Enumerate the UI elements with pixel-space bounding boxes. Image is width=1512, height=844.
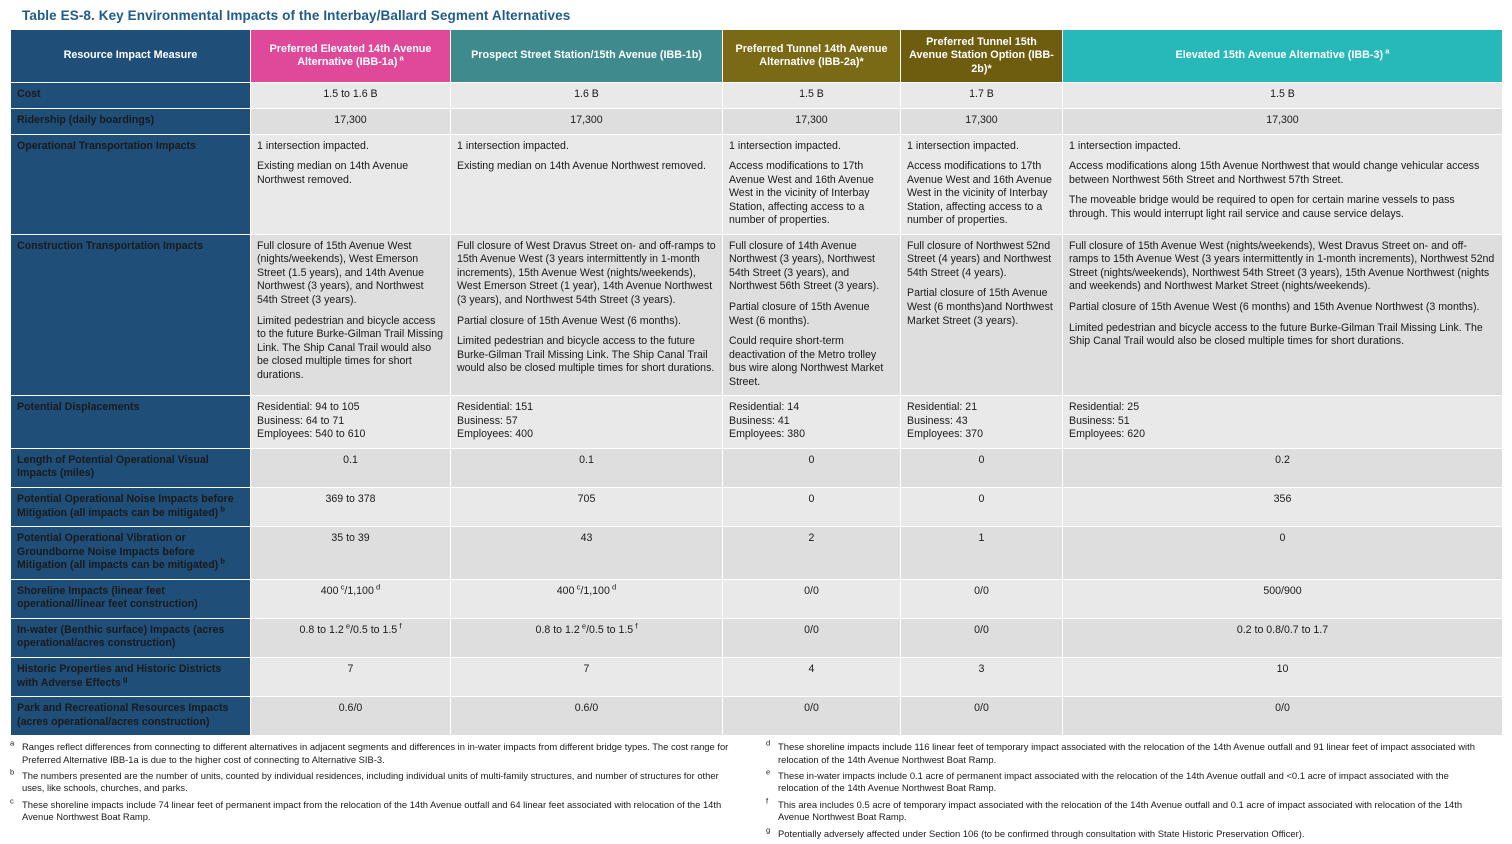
table-cell: 1 intersection impacted. Access modifications to 17th Avenue West and 16th Avenue West in the vicinity of Interbay Station, affecting access to a number of properties.: [901, 134, 1063, 234]
table-cell: 1 intersection impacted. Access modifications along 15th Avenue Northwest that would change vehicular access between Northwest 56th Street and Northwest 57th Street. The moveable bridge would be required to open for certain marine vessels to pass through. This would interrupt light rail service and cause service delays.: [1063, 134, 1503, 234]
table-cell: 35 to 39: [251, 527, 451, 580]
footnote: [10, 796, 736, 824]
table-cell: 1: [901, 527, 1063, 580]
footnotes: [10, 738, 1502, 844]
footnote-mark: e: [766, 767, 771, 777]
table-cell: 0: [1063, 527, 1503, 580]
table-cell: Full closure of West Dravus Street on- and off-ramps to 15th Avenue West (3 years intermittently in 1-month increments), 15th Avenue West (nights/weekends), West Emerson Street (1 year), 14th Avenue Northwest (3 years), and Northwest 54th Street (3 years). Partial closure of 15th Avenue West (6 months). Limited pedestrian and bicycle access to the future Burke-Gilman Trail Missing Link. The Ship Canal Trail would also be closed multiple times for short durations.: [451, 234, 723, 395]
table-cell: 0.2: [1063, 448, 1503, 487]
footnote-mark: a: [10, 738, 15, 748]
table-cell: 1.5 to 1.6 B: [251, 83, 451, 109]
table-cell: 0/0: [901, 618, 1063, 657]
table-cell: 17,300: [1063, 109, 1503, 135]
table-cell: 7: [451, 657, 723, 696]
table-cell: 0.2 to 0.8/0.7 to 1.7: [1063, 618, 1503, 657]
table-row: [11, 234, 1503, 395]
row-label: In-water (Benthic surface) Impacts (acres operational/acres construction): [11, 618, 251, 657]
table-row: [11, 488, 1503, 527]
column-header-ibb2a: Preferred Tunnel 14th Avenue Alternative (IBB-2a)*: [723, 30, 901, 83]
footnote: [766, 796, 1492, 824]
footnote: [766, 767, 1492, 795]
table-cell: 0: [901, 488, 1063, 527]
footnote-mark: d: [766, 738, 771, 748]
footnote-text: This area includes 0.5 acre of temporary impact associated with the relocation of the 14th Avenue outfall and 0.1 acre of impact associated with relocation of the 14th Avenue Northwest Boat Ramp.: [778, 798, 1463, 823]
footnote-mark: f: [766, 796, 769, 806]
row-label: Potential Operational Vibration or Groundborne Noise Impacts before Mitigation (all impacts can be mitigated) $^b$: [11, 527, 251, 580]
footnotes-left-column: [10, 738, 736, 844]
table-cell: 0.6/0: [251, 697, 451, 736]
table-cell: 0/0: [901, 697, 1063, 736]
row-label: Potential Displacements: [11, 396, 251, 449]
table-cell: 0: [723, 488, 901, 527]
table-cell: 17,300: [251, 109, 451, 135]
table-cell: 0/0: [901, 579, 1063, 618]
table-cell: 0: [901, 448, 1063, 487]
table-row: [11, 396, 1503, 449]
row-label: Length of Potential Operational Visual Impacts (miles): [11, 448, 251, 487]
table-row: [11, 618, 1503, 657]
column-header-ibb1a: Preferred Elevated 14th Avenue Alternative (IBB-1a) $^a$: [251, 30, 451, 83]
table-cell: Full closure of Northwest 52nd Street (4 years) and Northwest 54th Street (4 years). Partial closure of 15th Avenue West (6 months)and Northwest Market Street (3 years).: [901, 234, 1063, 395]
table-cell: 10: [1063, 657, 1503, 696]
footnote-mark: b: [10, 767, 15, 777]
row-label: Ridership (daily boardings): [11, 109, 251, 135]
column-header-ibb2b: Preferred Tunnel 15th Avenue Station Option (IBB-2b)*: [901, 30, 1063, 83]
table-row: [11, 109, 1503, 135]
table-cell: 400 $^c$/1,100 $^d$: [451, 579, 723, 618]
table-cell: 17,300: [451, 109, 723, 135]
page-title: Table ES-8. Key Environmental Impacts of the Interbay/Ballard Segment Alternatives: [22, 8, 571, 23]
table-cell: 17,300: [901, 109, 1063, 135]
row-label: Cost: [11, 83, 251, 109]
footnote-mark: g: [766, 824, 771, 834]
row-label: Potential Operational Noise Impacts before Mitigation (all impacts can be mitigated) $^b$: [11, 488, 251, 527]
row-label: Park and Recreational Resources Impacts (acres operational/acres construction): [11, 697, 251, 736]
footnote-text: Potentially adversely affected under Section 106 (to be confirmed through consultation with State Historic Preservation Officer).: [778, 827, 1305, 839]
table-cell: 0.6/0: [451, 697, 723, 736]
table-cell: 1 intersection impacted. Access modifications to 17th Avenue West and 16th Avenue West in the vicinity of Interbay Station, affecting access to a number of properties.: [723, 134, 901, 234]
column-header-ibb3: Elevated 15th Avenue Alternative (IBB-3) $^a$: [1063, 30, 1503, 83]
table-cell: 1 intersection impacted. Existing median on 14th Avenue Northwest removed.: [451, 134, 723, 234]
table-cell: 0/0: [723, 697, 901, 736]
row-label: Shoreline Impacts (linear feet operational/linear feet construction): [11, 579, 251, 618]
table-cell: Residential: 94 to 105 Business: 64 to 71 Employees: 540 to 610: [251, 396, 451, 449]
column-header-measure: Resource Impact Measure: [11, 30, 251, 83]
table-row: [11, 527, 1503, 580]
table-cell: 369 to 378: [251, 488, 451, 527]
table-cell: 3: [901, 657, 1063, 696]
footnote: [766, 824, 1492, 840]
table-row: [11, 134, 1503, 234]
table-cell: 500/900: [1063, 579, 1503, 618]
footnote-mark: c: [10, 796, 14, 806]
table-row: [11, 448, 1503, 487]
footnote: [10, 738, 736, 766]
footnote: [10, 767, 736, 795]
table-cell: 7: [251, 657, 451, 696]
table-cell: 0.8 to 1.2 $^e$/0.5 to 1.5 $^f$: [251, 618, 451, 657]
table-cell: 1 intersection impacted. Existing median on 14th Avenue Northwest removed.: [251, 134, 451, 234]
table-cell: Residential: 21 Business: 43 Employees: 370: [901, 396, 1063, 449]
footnote-text: Ranges reflect differences from connecting to different alternatives in adjacent segments and differences in in-water impacts from different bridge types. The cost range for Preferred Alternative IBB-1a is due to the higher cost of connecting to Alternative SIB-3.: [22, 741, 729, 765]
table-cell: 0/0: [1063, 697, 1503, 736]
row-label: Historic Properties and Historic Districts with Adverse Effects $^g$: [11, 657, 251, 696]
table-cell: 0.8 to 1.2 $^e$/0.5 to 1.5 $^f$: [451, 618, 723, 657]
table-cell: Residential: 25 Business: 51 Employees: 620: [1063, 396, 1503, 449]
footnote-text: These shoreline impacts include 116 linear feet of temporary impact associated with the relocation of the 14th Avenue outfall and 91 linear feet of impact associated with relocation of the 14th Avenue Northwest Boat Ramp.: [778, 741, 1475, 765]
table-row: [11, 579, 1503, 618]
table-header-row: [11, 30, 1503, 83]
table-cell: 0/0: [723, 579, 901, 618]
table-cell: 0.1: [251, 448, 451, 487]
table-cell: 1.5 B: [1063, 83, 1503, 109]
table-cell: Full closure of 14th Avenue Northwest (3 years), Northwest 54th Street (3 years), and Northwest 56th Street (3 years). Partial closure of 15th Avenue West (6 months). Could require short-term deactivation of the Metro trolley bus wire along Northwest Market Street.: [723, 234, 901, 395]
environmental-impacts-table: [10, 29, 1503, 736]
table-cell: Full closure of 15th Avenue West (nights/weekends), West Emerson Street (1.5 years), and 14th Avenue Northwest (3 years), and Northwest 54th Street (3 years). Limited pedestrian and bicycle access to the future Burke-Gilman Trail Missing Link. The Ship Canal Trail would also be closed multiple times for short durations.: [251, 234, 451, 395]
footnote-text: These in-water impacts include 0.1 acre of permanent impact associated with the relocation of the 14th Avenue outfall and <0.1 acre of impact associated with the relocation of the 14th Avenue Northwest Boat Ramp.: [778, 769, 1449, 794]
table-cell: Residential: 14 Business: 41 Employees: 380: [723, 396, 901, 449]
table-cell: Residential: 151 Business: 57 Employees: 400: [451, 396, 723, 449]
row-label: Construction Transportation Impacts: [11, 234, 251, 395]
table-cell: 0.1: [451, 448, 723, 487]
table-cell: 1.6 B: [451, 83, 723, 109]
table-row: [11, 697, 1503, 736]
table-cell: 356: [1063, 488, 1503, 527]
footnote: [766, 738, 1492, 766]
table-row: [11, 83, 1503, 109]
table-cell: 2: [723, 527, 901, 580]
column-header-ibb1b: Prospect Street Station/15th Avenue (IBB-1b): [451, 30, 723, 83]
table-cell: 1.7 B: [901, 83, 1063, 109]
table-cell: 0: [723, 448, 901, 487]
table-cell: 1.5 B: [723, 83, 901, 109]
row-label: Operational Transportation Impacts: [11, 134, 251, 234]
table-body: [11, 83, 1503, 736]
table-cell: 400 $^c$/1,100 $^d$: [251, 579, 451, 618]
table-cell: 0/0: [723, 618, 901, 657]
table-cell: Full closure of 15th Avenue West (nights/weekends), West Dravus Street on- and off-ramps to 15th Avenue West (3 years intermittently in 1-month increments), Northwest 52nd Street (nights/weekends), Northwest 54th Street (3 years), 15th Avenue Northwest (nights and weekends) and Northwest Market Street (nights/weekends). Partial closure of 15th Avenue West (6 months) and 15th Avenue Northwest (3 months). Limited pedestrian and bicycle access to the future Burke-Gilman Trail Missing Link. The Ship Canal Trail would also be closed multiple times for short durations.: [1063, 234, 1503, 395]
table-cell: 43: [451, 527, 723, 580]
footnote-text: These shoreline impacts include 74 linear feet of permanent impact from the relocation of the 14th Avenue outfall and 64 linear feet associated with relocation of the 14th Avenue Northwest Boat Ramp.: [22, 798, 722, 823]
table-cell: 17,300: [723, 109, 901, 135]
table-cell: 705: [451, 488, 723, 527]
footnotes-right-column: [766, 738, 1492, 844]
table-cell: 4: [723, 657, 901, 696]
table-row: [11, 657, 1503, 696]
footnote-text: The numbers presented are the number of units, counted by individual residences, including individual units of multi-family structures, and number of structures for other uses, like schools, churches, and parks.: [22, 769, 719, 794]
